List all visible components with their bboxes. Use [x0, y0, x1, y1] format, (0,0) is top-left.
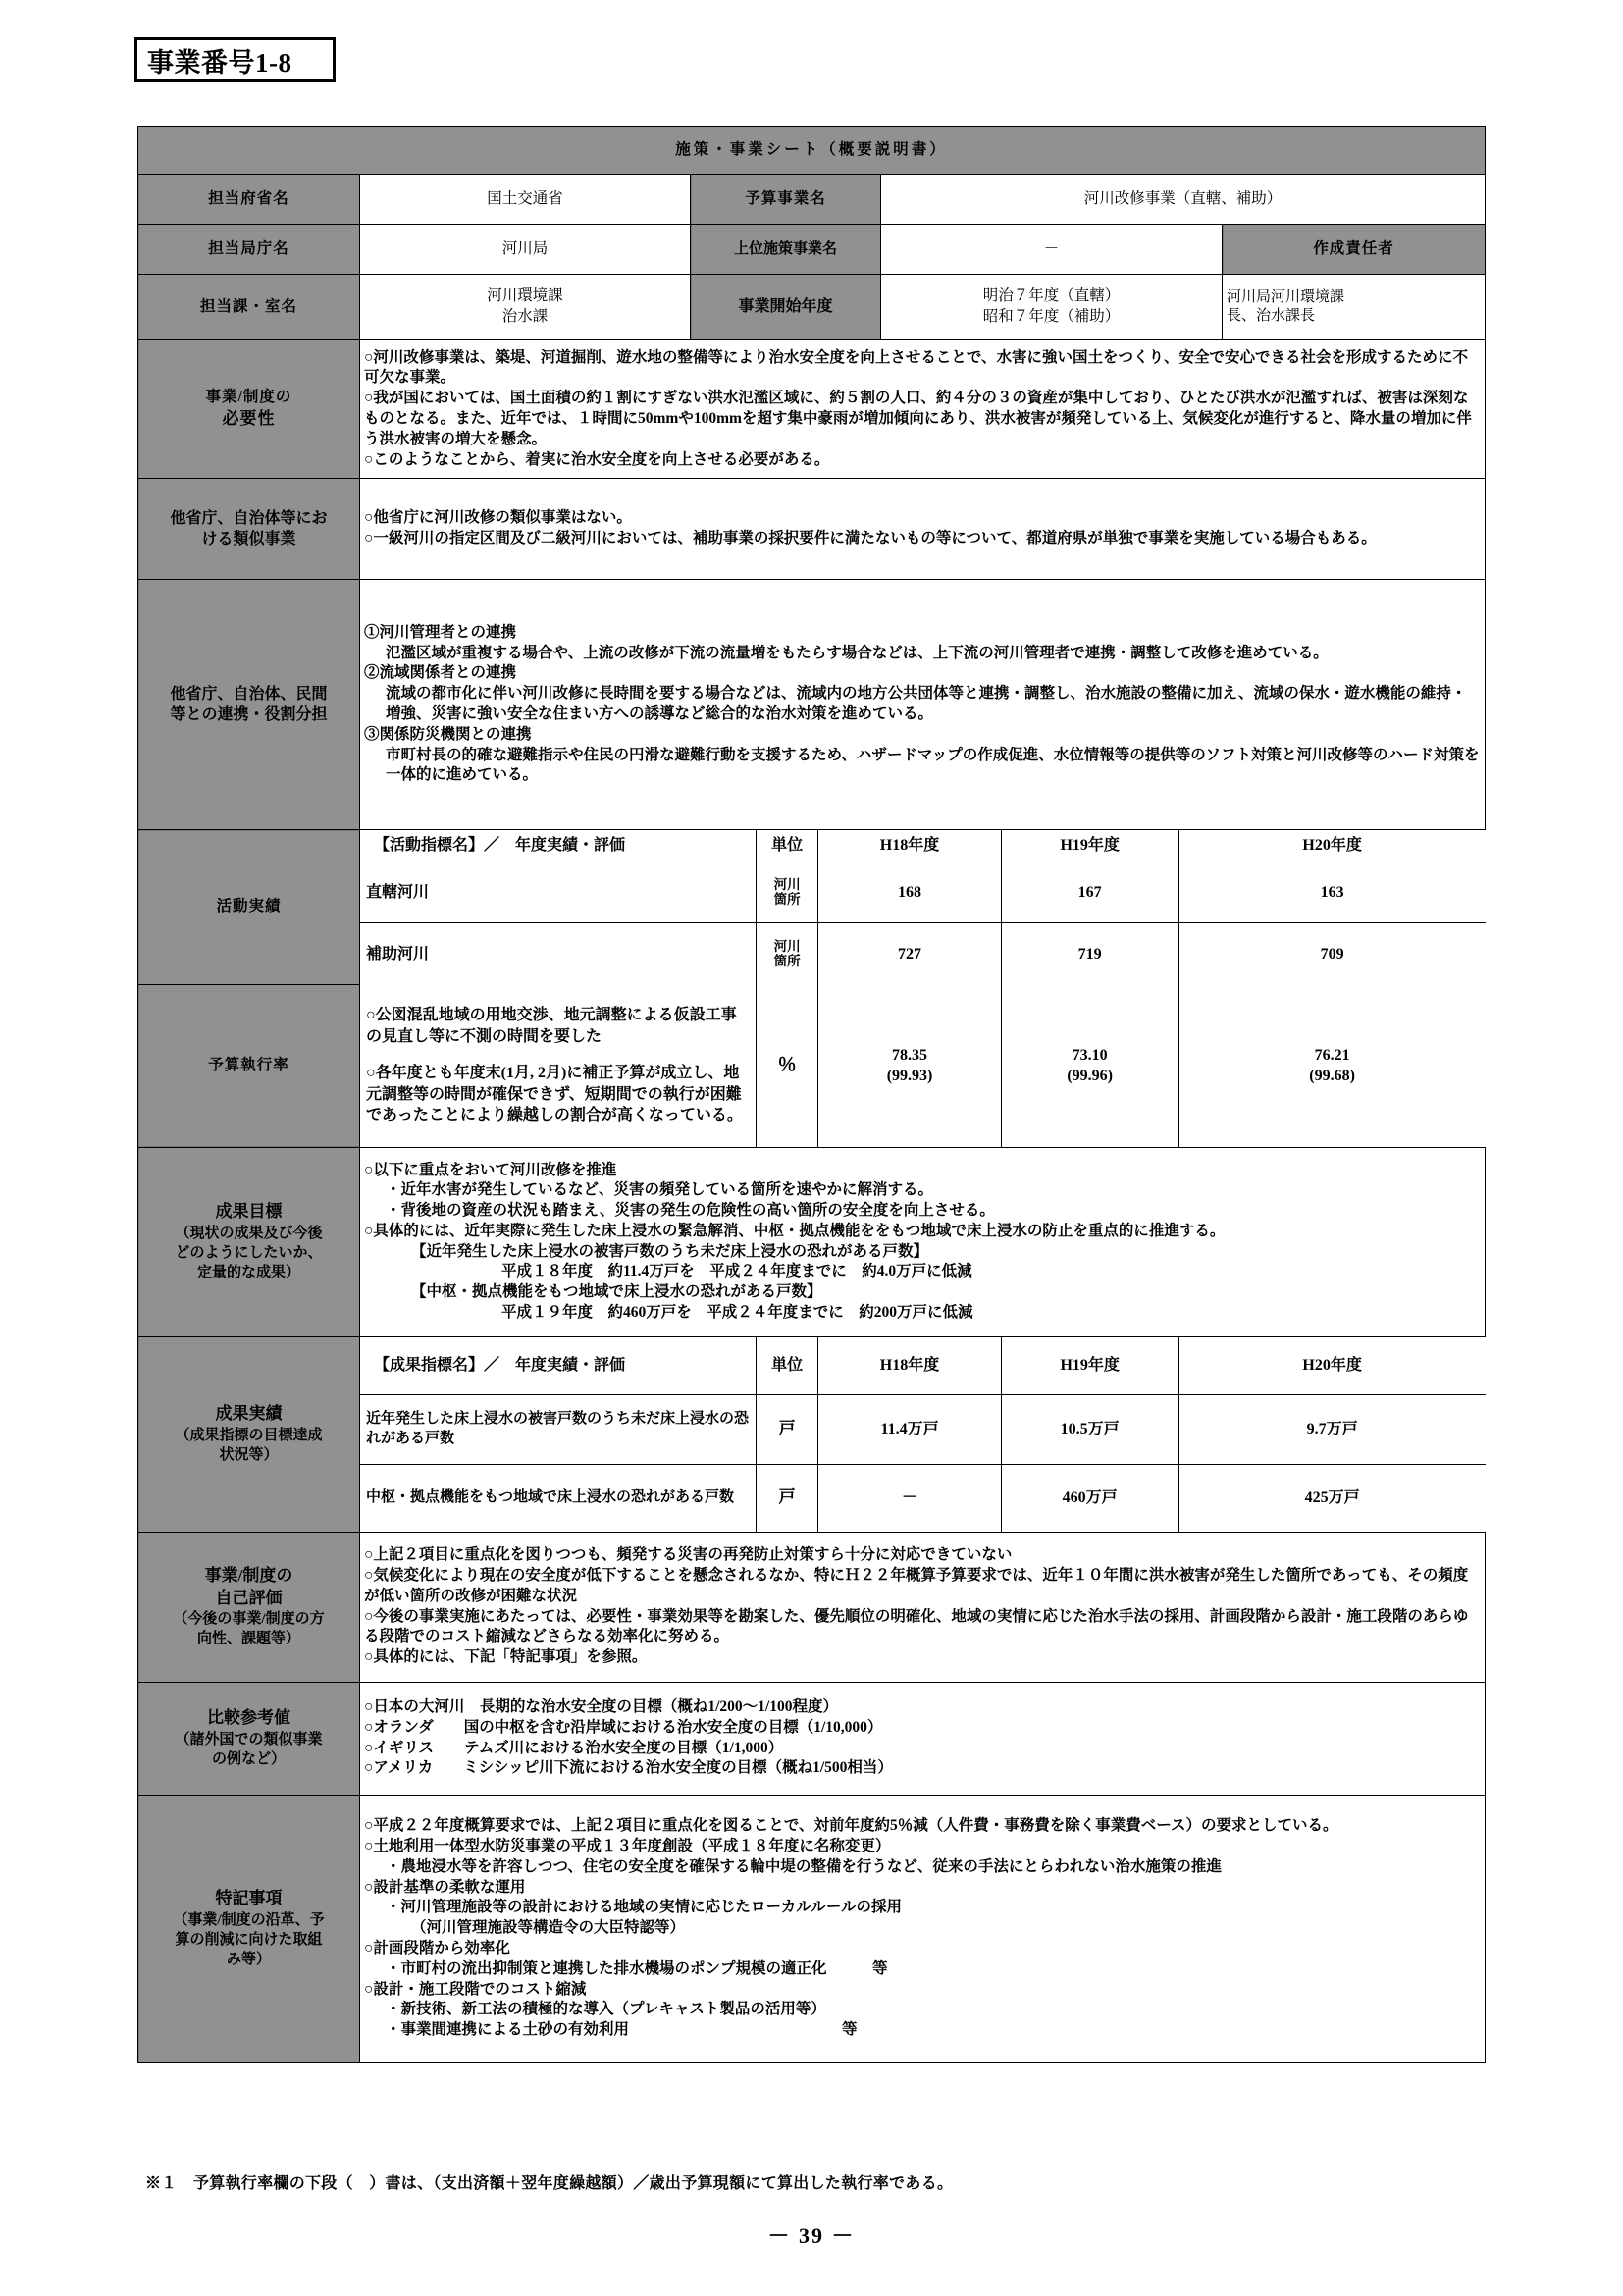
- label-self-evaluation: [138, 1532, 360, 1682]
- benchmark-line-1: ○オランダ 国の中枢を含む沿岸域における治水安全度の目標（1/10,000）: [364, 1718, 883, 1736]
- activity-value-1-h20: 709: [1178, 923, 1485, 985]
- label-similar-projects: [138, 479, 360, 580]
- self-eval-line-3: ○具体的には、下記「特記事項」を参照。: [364, 1648, 648, 1666]
- goal-line-3: ○具体的には、近年実際に発生した床上浸水の緊急解消、中枢・拠点機能ををもつ地域で床上浸水の防止を重点的に推進する。: [364, 1222, 1226, 1239]
- result-name-1: 中枢・拠点機能をもつ地域で床上浸水の恐れがある戸数: [360, 1464, 756, 1532]
- row-result-performance: [138, 1336, 1486, 1532]
- result-name-0: 近年発生した床上浸水の被害戸数のうち未だ床上浸水の恐れがある戸数: [360, 1394, 756, 1464]
- activity-header-h18: H18年度: [818, 830, 1001, 861]
- execution-h18: [818, 984, 1001, 1146]
- result-header-h20: H20年度: [1178, 1337, 1485, 1395]
- label-cooperation-line2: 等との連携・役割分担: [170, 706, 328, 723]
- row-execution-rate: [138, 984, 1486, 1147]
- activity-value-0-h19: 167: [1001, 861, 1178, 923]
- footnote: ※１ 予算執行率欄の下段（ ）書は、（支出済額＋翌年度繰越額）／歳出予算現額にて算出した執行率である。: [145, 2175, 954, 2192]
- result-header-row: [360, 1337, 1486, 1395]
- value-budget-project: 河川改修事業（直轄、補助）: [881, 175, 1486, 225]
- activity-unit-1: [756, 923, 818, 985]
- cooperation-body-2: 市町村長の的確な避難指示や住民の円滑な避難行動を支援するため、ハザードマップの作成促進、水位情報等の提供等のソフト対策と河川改修等のハード対策を一体的に進めている。: [386, 746, 1480, 784]
- activity-value-0-h18: 168: [818, 861, 1001, 923]
- activity-unit-0: [756, 861, 818, 923]
- activity-header-h19: H19年度: [1001, 830, 1178, 861]
- cooperation-body-0: 氾濫区域が重複する場合や、上流の改修が下流の流量増をもたらす場合などは、上下流の河川管理者で連携・調整して改修を進めている。: [386, 644, 1329, 661]
- label-bureau: 担当局庁名: [138, 225, 360, 275]
- activity-header-unit: 単位: [756, 830, 818, 861]
- row-division: [138, 275, 1486, 340]
- result-header-unit: 単位: [756, 1337, 818, 1395]
- label-goal-main: 成果目標: [215, 1202, 283, 1222]
- label-special-main: 特記事項: [215, 1889, 283, 1908]
- value-upper-policy: －: [881, 225, 1223, 275]
- value-ministry: 国土交通省: [360, 175, 691, 225]
- result-value-1-h20: 425万戸: [1178, 1464, 1485, 1532]
- author-line1: 河川局河川環境課: [1227, 288, 1345, 305]
- label-necessity-line1: 事業/制度の: [205, 389, 292, 406]
- execution-table: [360, 984, 1486, 1146]
- necessity-line-2: ○このようなことから、着実に治水安全度を向上させる必要がある。: [364, 450, 830, 468]
- necessity-line-1: ○我が国においては、国土面積の約１割にすぎない洪水氾濫区域に、約５割の人口、約４分の３の資産が集中しており、ひとたび洪水が氾濫すれば、被害は深刻なものとなる。また、近年では、１時間に50mmや100mmを超す集中豪雨が増加傾向にあり、洪水被害が頻発している上、気候変化が進行すると、降水量の増加に伴う洪水被害の増大を懸念。: [364, 390, 1472, 447]
- label-budget-project: 予算事業名: [691, 175, 881, 225]
- result-value-1-h18: －: [818, 1464, 1001, 1532]
- label-division: 担当課・室名: [138, 275, 360, 340]
- value-start-year: [881, 275, 1223, 340]
- special-line-10: ・事業間連携による土砂の有効利用 等: [386, 2021, 858, 2039]
- activity-header-h20: H20年度: [1178, 830, 1485, 861]
- execution-h18-value: 78.35: [892, 1046, 928, 1064]
- benchmark-line-0: ○日本の大河川 長期的な治水安全度の目標（概ね1/200～1/100程度）: [364, 1698, 838, 1716]
- label-result-sub1: （成果指標の目標達成: [175, 1427, 323, 1443]
- label-self-eval-line2: 自己評価: [215, 1588, 283, 1607]
- value-author: [1223, 275, 1486, 340]
- label-cooperation-line1: 他省庁、自治体、民間: [170, 685, 328, 703]
- result-header-indicator: 【成果指標名】／ 年度実績・評価: [360, 1337, 756, 1395]
- label-necessity-line2: 必要性: [222, 409, 276, 428]
- special-line-6: ○計画段階から効率化: [364, 1940, 510, 1957]
- special-line-3: ○設計基準の柔軟な運用: [364, 1878, 526, 1896]
- label-author: 作成責任者: [1223, 225, 1486, 275]
- result-row-1: [360, 1464, 1486, 1532]
- execution-h19-value: 73.10: [1072, 1046, 1108, 1064]
- goal-line-0: ○以下に重点をおいて河川改修を推進: [364, 1161, 617, 1178]
- activity-value-1-h19: 719: [1001, 923, 1178, 985]
- execution-row: [360, 984, 1486, 1146]
- special-line-1: ○土地利用一体型水防災事業の平成１３年度創設（平成１８年度に名称変更）: [364, 1838, 891, 1855]
- cooperation-heading-1: ②流域関係者との連携: [364, 664, 517, 682]
- activity-row-subsidy: [360, 923, 1486, 985]
- value-division: [360, 275, 691, 340]
- cooperation-heading-2: ③関係防災機関との連携: [364, 725, 532, 743]
- label-goal-sub3: 定量的な成果）: [196, 1265, 300, 1281]
- necessity-body: [360, 340, 1486, 479]
- activity-row-direct: [360, 861, 1486, 923]
- activity-header-row: [360, 830, 1486, 861]
- special-line-2: ・農地浸水等を許容しつつ、住宅の安全度を確保する輪中堤の整備を行うなど、従来の手法にとらわれない治水施策の推進: [386, 1857, 1222, 1875]
- label-goal-sub2: どのようにしたいか、: [175, 1244, 323, 1261]
- label-benchmark-sub2: の例など）: [211, 1751, 286, 1767]
- label-benchmark: [138, 1682, 360, 1795]
- activity-unit-0-l1: 河川: [773, 876, 801, 892]
- special-notes-body: [360, 1795, 1486, 2062]
- goal-line-7: 平成１９年度 約460万戸を 平成２４年度までに 約200万戸に低減: [501, 1303, 973, 1321]
- label-self-eval-line1: 事業/制度の: [204, 1565, 293, 1585]
- start-year-line1: 明治７年度（直轄）: [982, 287, 1121, 305]
- result-header-h19: H19年度: [1001, 1337, 1178, 1395]
- result-unit-0: 戸: [756, 1394, 818, 1464]
- goal-body: [360, 1147, 1486, 1336]
- execution-h19-sub: (99.96): [1067, 1068, 1113, 1085]
- similar-projects-body: [360, 479, 1486, 580]
- page-number: － 39 －: [767, 2223, 856, 2248]
- activity-value-0-h20: 163: [1178, 861, 1485, 923]
- activity-unit-1-l2: 箇所: [773, 954, 801, 969]
- row-ministry: [138, 175, 1486, 225]
- label-necessity: [138, 340, 360, 479]
- label-upper-policy: 上位施策事業名: [691, 225, 881, 275]
- label-special-sub2: 算の削減に向けた取組: [175, 1931, 323, 1948]
- execution-h20-value: 76.21: [1314, 1046, 1350, 1064]
- necessity-line-0: ○河川改修事業は、築堤、河道掘削、遊水地の整備等により治水安全度を向上させることで、水害に強い国土をつくり、安全で安心できる社会を形成するために不可欠な事業。: [364, 348, 1469, 387]
- label-result-main: 成果実績: [215, 1404, 283, 1424]
- value-bureau: 河川局: [360, 225, 691, 275]
- execution-note-0: ○公図混乱地域の用地交渉、地元調整による仮設工事の見直し等に不測の時間を要した: [366, 1007, 737, 1045]
- label-ministry: 担当府省名: [138, 175, 360, 225]
- execution-h18-sub: (99.93): [886, 1068, 933, 1085]
- row-goal: [138, 1147, 1486, 1336]
- label-cooperation: [138, 580, 360, 830]
- start-year-line2: 昭和７年度（補助）: [982, 308, 1121, 325]
- similar-line-1: ○一級河川の指定区間及び二級河川においては、補助事業の採択要件に満たないもの等について、都道府県が単独で事業を実施している場合もある。: [364, 530, 1377, 547]
- result-table: [360, 1337, 1486, 1532]
- self-eval-line-0: ○上記２項目に重点化を図りつつも、頻発する災害の再発防止対策すら十分に対応できていない: [364, 1546, 1013, 1564]
- result-row-0: [360, 1394, 1486, 1464]
- activity-header-indicator: 【活動指標名】／ 年度実績・評価: [360, 830, 756, 861]
- value-division-line2: 治水課: [501, 308, 549, 325]
- row-necessity: [138, 340, 1486, 479]
- execution-note-1: ○各年度とも年度末(1月, 2月)に補正予算が成立し、地元調整等の時間が確保できず、短期間での執行が困難であったことにより繰越しの割合が高くなっている。: [366, 1065, 743, 1124]
- goal-line-6: 【中枢・拠点機能をもつ地域で床上浸水の恐れがある戸数】: [411, 1283, 822, 1301]
- result-unit-1: 戸: [756, 1464, 818, 1532]
- row-benchmark: [138, 1682, 1486, 1795]
- author-line2: 長、治水課長: [1227, 308, 1316, 324]
- execution-table-container: [360, 984, 1486, 1147]
- result-value-0-h19: 10.5万戸: [1001, 1394, 1178, 1464]
- result-header-h18: H18年度: [818, 1337, 1001, 1395]
- sheet-title-row: [138, 127, 1486, 175]
- activity-value-1-h18: 727: [818, 923, 1001, 985]
- label-similar-line2: ける類似事業: [201, 531, 296, 548]
- benchmark-line-2: ○イギリス テムズ川における治水安全度の目標（1/1,000）: [364, 1739, 784, 1756]
- execution-h19: [1001, 984, 1178, 1146]
- result-value-0-h18: 11.4万戸: [818, 1394, 1001, 1464]
- label-execution-rate: 予算執行率: [138, 984, 360, 1147]
- special-line-9: ・新技術、新工法の積極的な導入（プレキャスト製品の活用等）: [386, 2001, 826, 2018]
- activity-name-0: 直轄河川: [360, 861, 756, 923]
- row-similar-projects: [138, 479, 1486, 580]
- row-bureau: [138, 225, 1486, 275]
- label-goal-sub1: （現状の成果及び今後: [175, 1225, 323, 1241]
- label-benchmark-sub1: （諸外国での類似事業: [175, 1731, 323, 1748]
- goal-line-1: ・近年水害が発生しているなど、災害の頻発している箇所を速やかに解消する。: [386, 1181, 934, 1199]
- row-activity-results: [138, 830, 1486, 985]
- result-table-container: [360, 1336, 1486, 1532]
- execution-h20-sub: (99.68): [1309, 1068, 1355, 1085]
- sheet-title: 施策・事業シート（概要説明書）: [138, 127, 1486, 175]
- similar-line-0: ○他省庁に河川改修の類似事業はない。: [364, 509, 632, 527]
- self-eval-line-1: ○気候変化により現在の安全度が低下することを懸念されるなか、特にＨ２２年概算予算要求では、近年１０年間に洪水被害が発生した箇所であっても、その頻度が低い箇所の改修が困難な状況: [364, 1567, 1469, 1604]
- special-line-5: （河川管理施設等構造令の大臣特認等）: [411, 1919, 686, 1937]
- goal-line-5: 平成１８年度 約11.4万戸を 平成２４年度までに 約4.0万戸に低減: [501, 1263, 972, 1280]
- policy-project-sheet: [137, 126, 1486, 2063]
- label-self-eval-line3: （今後の事業/制度の方: [173, 1611, 325, 1628]
- row-self-evaluation: [138, 1532, 1486, 1682]
- goal-line-2: ・背後地の資産の状況も踏まえ、災害の発生の危険性の高い箇所の安全度を向上させる。: [386, 1202, 995, 1220]
- cooperation-body-1: 流域の都市化に伴い河川改修に長時間を要する場合などは、流域内の地方公共団体等と連携・調整し、治水施設の整備に加え、流域の保水・遊水機能の維持・増強、災害に強い安全な住まい方への誘導など総合的な治水対策を進めている。: [386, 685, 1467, 722]
- label-result-sub2: 状況等）: [219, 1447, 279, 1463]
- value-division-line1: 河川環境課: [487, 287, 563, 305]
- project-number-box: 事業番号1-8: [134, 37, 336, 82]
- activity-table: [360, 830, 1486, 984]
- label-special-sub3: み等）: [226, 1952, 271, 1968]
- label-goal: [138, 1147, 360, 1336]
- label-self-eval-line4: 向性、課題等）: [196, 1631, 300, 1647]
- label-start-year: 事業開始年度: [691, 275, 881, 340]
- special-line-8: ○設計・施工段階でのコスト縮減: [364, 1980, 587, 1998]
- activity-name-1: 補助河川: [360, 923, 756, 985]
- benchmark-body: [360, 1682, 1486, 1795]
- execution-unit: ％: [756, 984, 818, 1146]
- cooperation-heading-0: ①河川管理者との連携: [364, 623, 517, 641]
- label-result-performance: [138, 1336, 360, 1532]
- label-special-notes: [138, 1795, 360, 2062]
- activity-unit-1-l1: 河川: [773, 938, 801, 954]
- activity-unit-0-l2: 箇所: [773, 892, 801, 908]
- special-line-0: ○平成２２年度概算要求では、上記２項目に重点化を図ることで、対前年度約5％減（人件費・事務費を除く事業費ベース）の要求としている。: [364, 1817, 1338, 1835]
- row-cooperation: [138, 580, 1486, 830]
- result-value-1-h19: 460万戸: [1001, 1464, 1178, 1532]
- execution-h20: [1178, 984, 1485, 1146]
- label-benchmark-main: 比較参考値: [207, 1708, 290, 1728]
- label-similar-line1: 他省庁、自治体等にお: [170, 509, 328, 527]
- result-value-0-h20: 9.7万戸: [1178, 1394, 1485, 1464]
- self-evaluation-body: [360, 1532, 1486, 1682]
- label-special-sub1: （事業/制度の沿革、予: [173, 1911, 325, 1928]
- benchmark-line-3: ○アメリカ ミシシッピ川下流における治水安全度の目標（概ね1/500相当）: [364, 1759, 893, 1777]
- special-line-7: ・市町村の流出抑制策と連携した排水機場のポンプ規模の適正化 等: [386, 1959, 888, 1977]
- activity-table-container: [360, 830, 1486, 985]
- goal-line-4: 【近年発生した床上浸水の被害戸数のうち未だ床上浸水の恐れがある戸数】: [411, 1242, 929, 1260]
- cooperation-body: [360, 580, 1486, 830]
- self-eval-line-2: ○今後の事業実施にあたっては、必要性・事業効果等を勘案した、優先順位の明確化、地域の実情に応じた治水手法の採用、計画段階から設計・施工段階のあらゆる段階でのコスト縮減などさらなる効率化に努める。: [364, 1607, 1469, 1645]
- execution-notes: [360, 984, 756, 1146]
- row-special-notes: [138, 1795, 1486, 2062]
- special-line-4: ・河川管理施設等の設計における地域の実情に応じたローカルルールの採用: [386, 1899, 902, 1916]
- label-activity-results: 活動実績: [138, 830, 360, 985]
